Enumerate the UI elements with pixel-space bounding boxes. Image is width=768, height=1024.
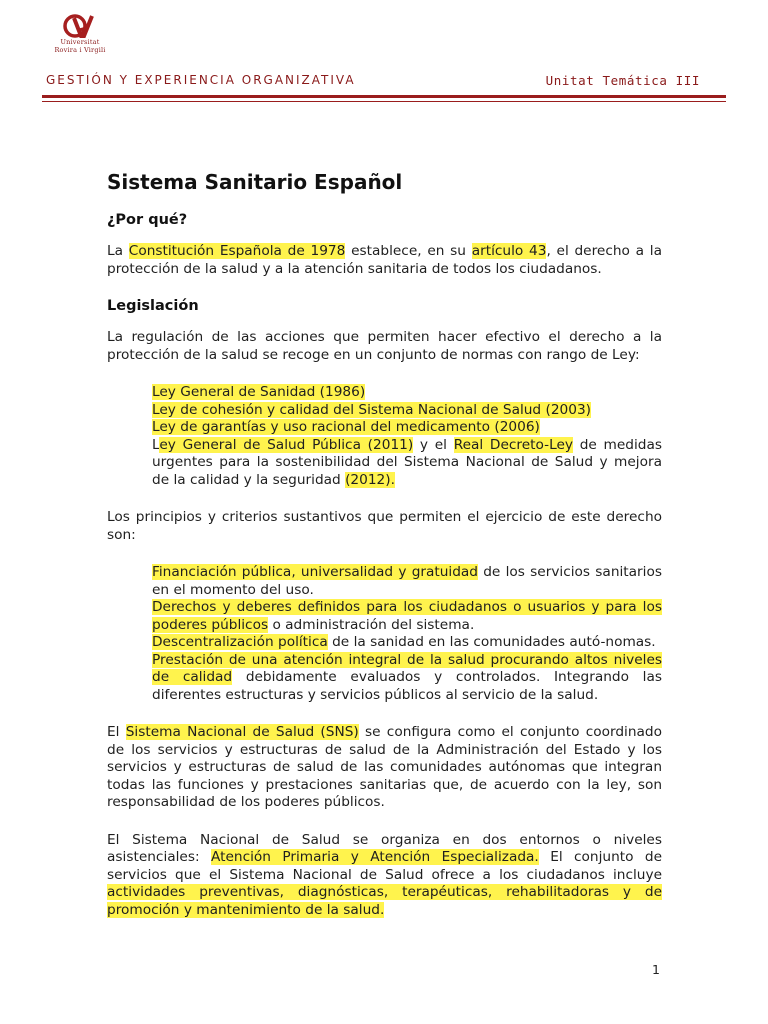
highlight: Ley General de Sanidad (1986) bbox=[152, 384, 366, 400]
university-logo bbox=[50, 14, 110, 54]
heading-legislation: Legislación bbox=[107, 298, 199, 314]
list-item bbox=[152, 437, 662, 490]
text-run: de medidas urgentes para la sostenibilidad del Sistema Nacional de Salud y mejora de la calidad y la seguridad bbox=[152, 436, 662, 488]
list-item bbox=[152, 402, 662, 420]
header-rule-thin bbox=[42, 101, 726, 102]
highlight: Ley de garantías y uso racional del medicamento (2006) bbox=[152, 419, 540, 435]
text-run: , el derecho a la protección de la salud y a la atención sanitaria de todos los ciudadanos. bbox=[107, 243, 662, 277]
urv-emblem-icon bbox=[62, 14, 98, 38]
university-name-line1: Universitat bbox=[60, 38, 100, 46]
paragraph-constitution bbox=[107, 243, 662, 278]
highlight: Atención Primaria y Atención Especializada. bbox=[211, 849, 539, 865]
list-item bbox=[152, 564, 662, 599]
text-run: de la sanidad en las comunidades autó-nomas. bbox=[327, 634, 656, 650]
document-body bbox=[107, 170, 662, 939]
text-run: El bbox=[107, 724, 126, 740]
text-run: El Sistema Nacional de Salud se organiza en dos entornos o niveles asistenciales: bbox=[107, 831, 662, 865]
page-number: 1 bbox=[652, 962, 660, 977]
list-item bbox=[152, 419, 662, 437]
list-item bbox=[152, 599, 662, 634]
highlight: Prestación de una atención integral de la salud procurando altos niveles de calidad bbox=[152, 651, 662, 685]
header-course-title: GESTIÓN Y EXPERIENCIA ORGANIZATIVA bbox=[46, 73, 356, 87]
list-item bbox=[152, 652, 662, 705]
text-run: establece, en su bbox=[345, 243, 472, 259]
highlight: artículo 43 bbox=[471, 243, 547, 259]
text-run: El conjunto de servicios que el Sistema Nacional de Salud ofrece a los ciudadanos incluye bbox=[107, 849, 663, 883]
list-item bbox=[152, 384, 662, 402]
highlight: Descentralización política bbox=[152, 634, 328, 650]
paragraph-sns-levels bbox=[107, 832, 662, 920]
paragraph-legislation-intro: La regulación de las acciones que permiten hacer efectivo el derecho a la protección de la salud se recoge en un conjunto de normas con rango de Ley: bbox=[107, 329, 662, 363]
paragraph-principles-intro: Los principios y criterios sustantivos que permiten el ejercicio de este derecho son: bbox=[107, 509, 662, 543]
highlight: Real Decreto-Ley bbox=[453, 436, 573, 453]
principles-list bbox=[152, 564, 662, 704]
highlight: Financiación pública, universalidad y gratuidad bbox=[152, 564, 478, 580]
text-run: y el bbox=[413, 436, 454, 453]
paragraph-sns-definition bbox=[107, 724, 662, 812]
header-unit-title: Unitat Temática III bbox=[545, 73, 700, 88]
highlight: Constitución Española de 1978 bbox=[128, 243, 346, 259]
text-run: debidamente evaluados y controlados. Integrando las diferentes estructuras y servicios públicos al servicio de la salud. bbox=[152, 669, 662, 703]
text-run: La bbox=[107, 243, 129, 259]
highlight: Sistema Nacional de Salud (SNS) bbox=[125, 724, 359, 740]
text-run: L bbox=[152, 436, 160, 453]
header-rule-thick bbox=[42, 95, 726, 98]
text-run: se configura como el conjunto coordinado de los servicios y estructuras de salud de la Administración del Estado y los servicios y estructuras de salud de las comunidades autónomas que integran todas las funciones y prestaciones sanitarias que, de acuerdo con la ley, son responsabilidad de los poderes públicos. bbox=[107, 724, 662, 810]
highlight: actividades preventivas, diagnósticas, terapéuticas, rehabilitadoras y de promoción y mantenimiento de la salud. bbox=[107, 884, 662, 918]
laws-list bbox=[152, 384, 662, 489]
university-name-line2: Rovira i Virgili bbox=[54, 46, 106, 54]
highlight: ey General de Salud Pública (2011) bbox=[159, 436, 414, 453]
page-title: Sistema Sanitario Español bbox=[107, 170, 403, 194]
text-run: o administración del sistema. bbox=[268, 616, 475, 633]
highlight: Derechos y deberes definidos para los ciudadanos o usuarios y para los poderes públicos bbox=[152, 599, 662, 633]
list-item bbox=[152, 634, 662, 652]
highlight: Ley de cohesión y calidad del Sistema Nacional de Salud (2003) bbox=[152, 401, 591, 418]
heading-why: ¿Por qué? bbox=[107, 212, 188, 228]
text-run: de los servicios sanitarios en el momento del uso. bbox=[152, 564, 662, 598]
highlight: (2012). bbox=[345, 471, 395, 488]
